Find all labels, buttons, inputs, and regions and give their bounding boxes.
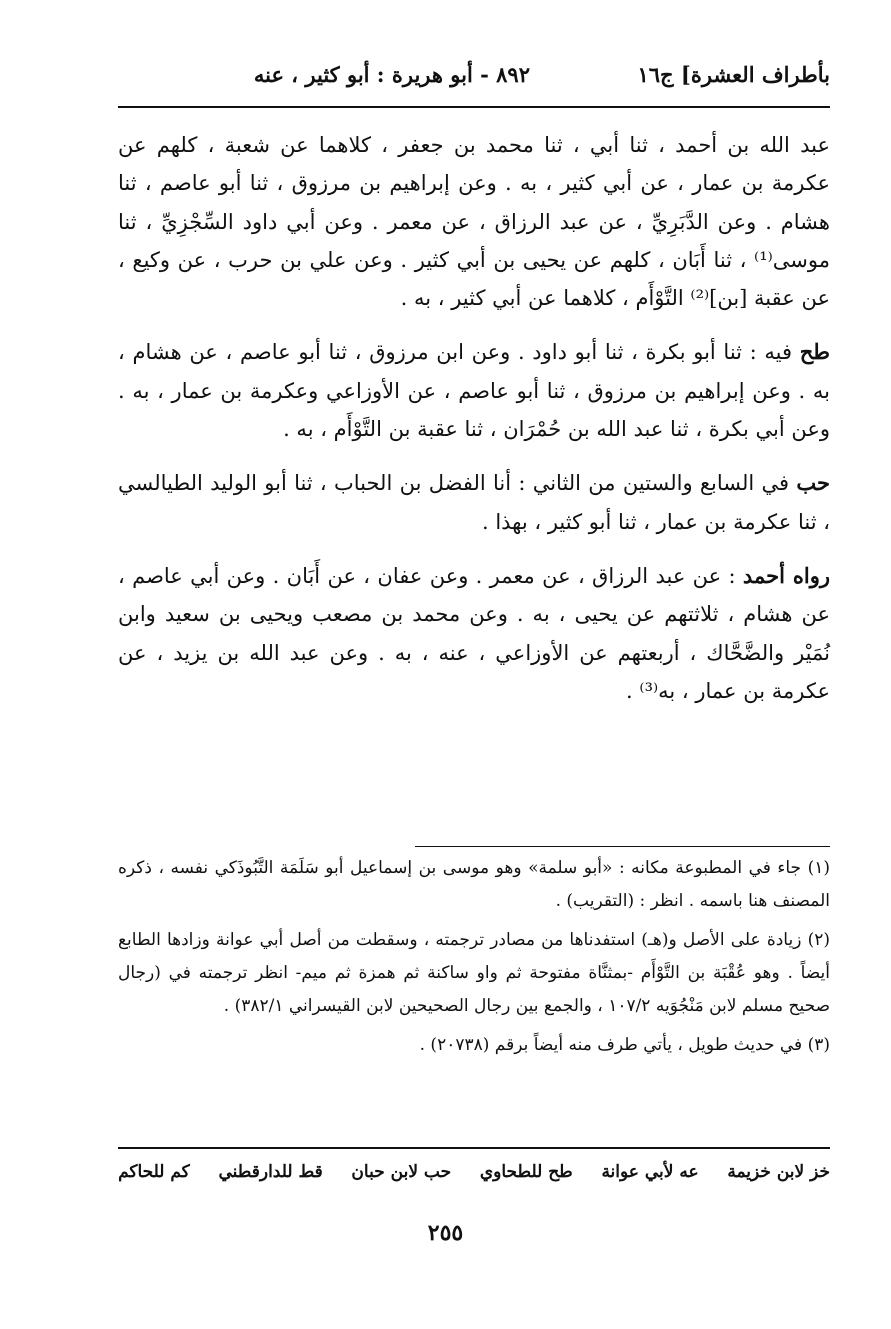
footnote-1: (١) جاء في المطبوعة مكانه : «أبو سلمة» وهو موسى بن إسماعيل أبو سَلَمَة التَّبُوذَكي نفسه ، ذكره المصنف هنا باسمه . انظر : (التقريب) . <box>118 858 830 911</box>
paragraph-3-lead: حب <box>796 470 830 496</box>
header-volume-title: بأطراف العشرة] ج١٦ <box>637 62 830 87</box>
header-hadith-title: ٨٩٢ - أبو هريرة : أبو كثير ، عنه <box>253 62 530 87</box>
main-text <box>118 126 830 726</box>
paragraph-3-text: في السابع والستين من الثاني : أنا الفضل بن الحباب ، ثنا أبو الوليد الطيالسي ، ثنا عكرمة بن عمار ، ثنا أبو كثير ، بهذا . <box>118 471 830 534</box>
paragraph-2-lead: طح <box>799 339 830 365</box>
abbreviation-item: طح للطحاوي <box>479 1162 573 1182</box>
footnote-3: (٣) في حديث طويل ، يأتي طرف منه أيضاً برقم (٢٠٧٣٨) . <box>419 1035 830 1055</box>
running-header <box>118 56 830 92</box>
abbreviation-item: خز لابن خزيمة <box>727 1162 830 1182</box>
footnote-rule <box>415 846 830 847</box>
footnotes <box>118 852 830 1068</box>
abbreviation-item: عه لأبي عوانة <box>601 1162 699 1182</box>
paragraph-1: عبد الله بن أحمد ، ثنا أبي ، ثنا محمد بن جعفر ، كلاهما عن شعبة ، كلهم عن عكرمة بن عمار ، عن أبي كثير ، به . وعن إبراهيم بن مرزوق ، ثنا أبو عاصم ، ثنا هشام . وعن الدَّبَرِيِّ ، عن عبد الرزاق ، عن معمر . وعن أبي داود السِّجْزِيِّ ، ثنا موسى⁽¹⁾ ، ثنا أَبَان ، كلهم عن يحيى بن أبي كثير . وعن علي بن حرب ، عن وكيع ، عن عقبة [بن]⁽²⁾ التَّوْأَم ، كلاهما عن أبي كثير ، به . <box>118 133 830 311</box>
footnote-2: (٢) زيادة على الأصل و(هـ) استفدناها من مصادر ترجمته ، وسقطت من أصل أبي عوانة وزادها الطابع أيضاً . وهو عُقْبَة بن التَّوْأَم -بمثنَّاة مفتوحة ثم واو ساكنة ثم همزة ثم ميم- انظر ترجمته في (رجال صحيح مسلم لابن مَنْجُوَيه ١٠٧/٢ ، والجمع بين رجال الصحيحين لابن القيسراني ٣٨٢/١) . <box>118 930 830 1016</box>
abbreviation-item: كم للحاكم <box>118 1162 190 1182</box>
paragraph-4 <box>118 557 830 710</box>
paragraph-4-text: : عن عبد الرزاق ، عن معمر . وعن عفان ، عن أَبَان . وعن أبي عاصم ، عن هشام ، ثلاثتهم عن يحيى ، به . وعن محمد بن مصعب ويحيى بن سعيد وابن نُمَيْر والضَّحَّاك ، أربعتهم عن الأوزاعي ، عنه ، به . وعن عبد الله بن يزيد ، عن عكرمة بن عمار ، به⁽³⁾ . <box>118 563 830 703</box>
abbreviation-item: قط للدارقطني <box>218 1162 323 1182</box>
paragraph-2 <box>118 333 830 448</box>
abbreviation-item: حب لابن حبان <box>351 1162 452 1182</box>
header-rule <box>118 106 830 108</box>
paragraph-4-lead: رواه أحمد <box>742 562 830 588</box>
paragraph-3 <box>118 464 830 541</box>
abbreviation-key <box>118 1162 830 1182</box>
paragraph-2-text: فيه : ثنا أبو بكرة ، ثنا أبو داود . وعن ابن مرزوق ، ثنا أبو عاصم ، عن هشام ، به . وعن إبراهيم بن مرزوق ، ثنا أبو عاصم ، عن الأوزاعي وعكرمة بن عمار ، به . وعن أبي بكرة ، ثنا عبد الله بن حُمْرَان ، ثنا عقبة بن التَّوْأَم ، به . <box>118 340 830 442</box>
page-number: ٢٥٥ <box>427 1220 464 1246</box>
footer-rule <box>118 1147 830 1149</box>
